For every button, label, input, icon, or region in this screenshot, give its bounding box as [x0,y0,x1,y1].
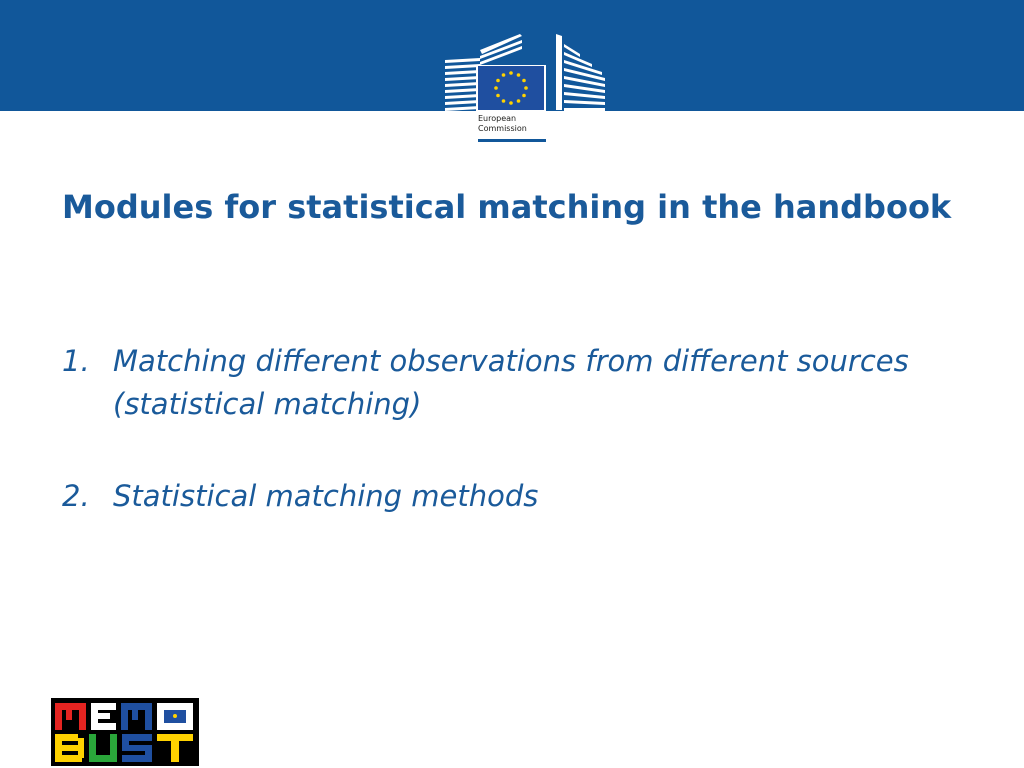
list-item-text: Statistical matching methods [113,479,539,513]
memobust-logo-icon [51,698,199,766]
list-item [62,475,942,518]
list-item-number: 1. [62,344,90,378]
logo-caption-line2: Commission [478,124,527,133]
agenda-list [62,340,942,567]
logo-caption-line1: European [478,114,517,123]
list-item [62,340,942,426]
logo-caption [478,114,548,134]
slide-title: Modules for statistical matching in the handbook [62,188,952,226]
list-item-number: 2. [62,479,90,513]
list-item-text: Matching different observations from different sources (statistical matching) [113,344,909,421]
logo-underline [478,139,546,142]
